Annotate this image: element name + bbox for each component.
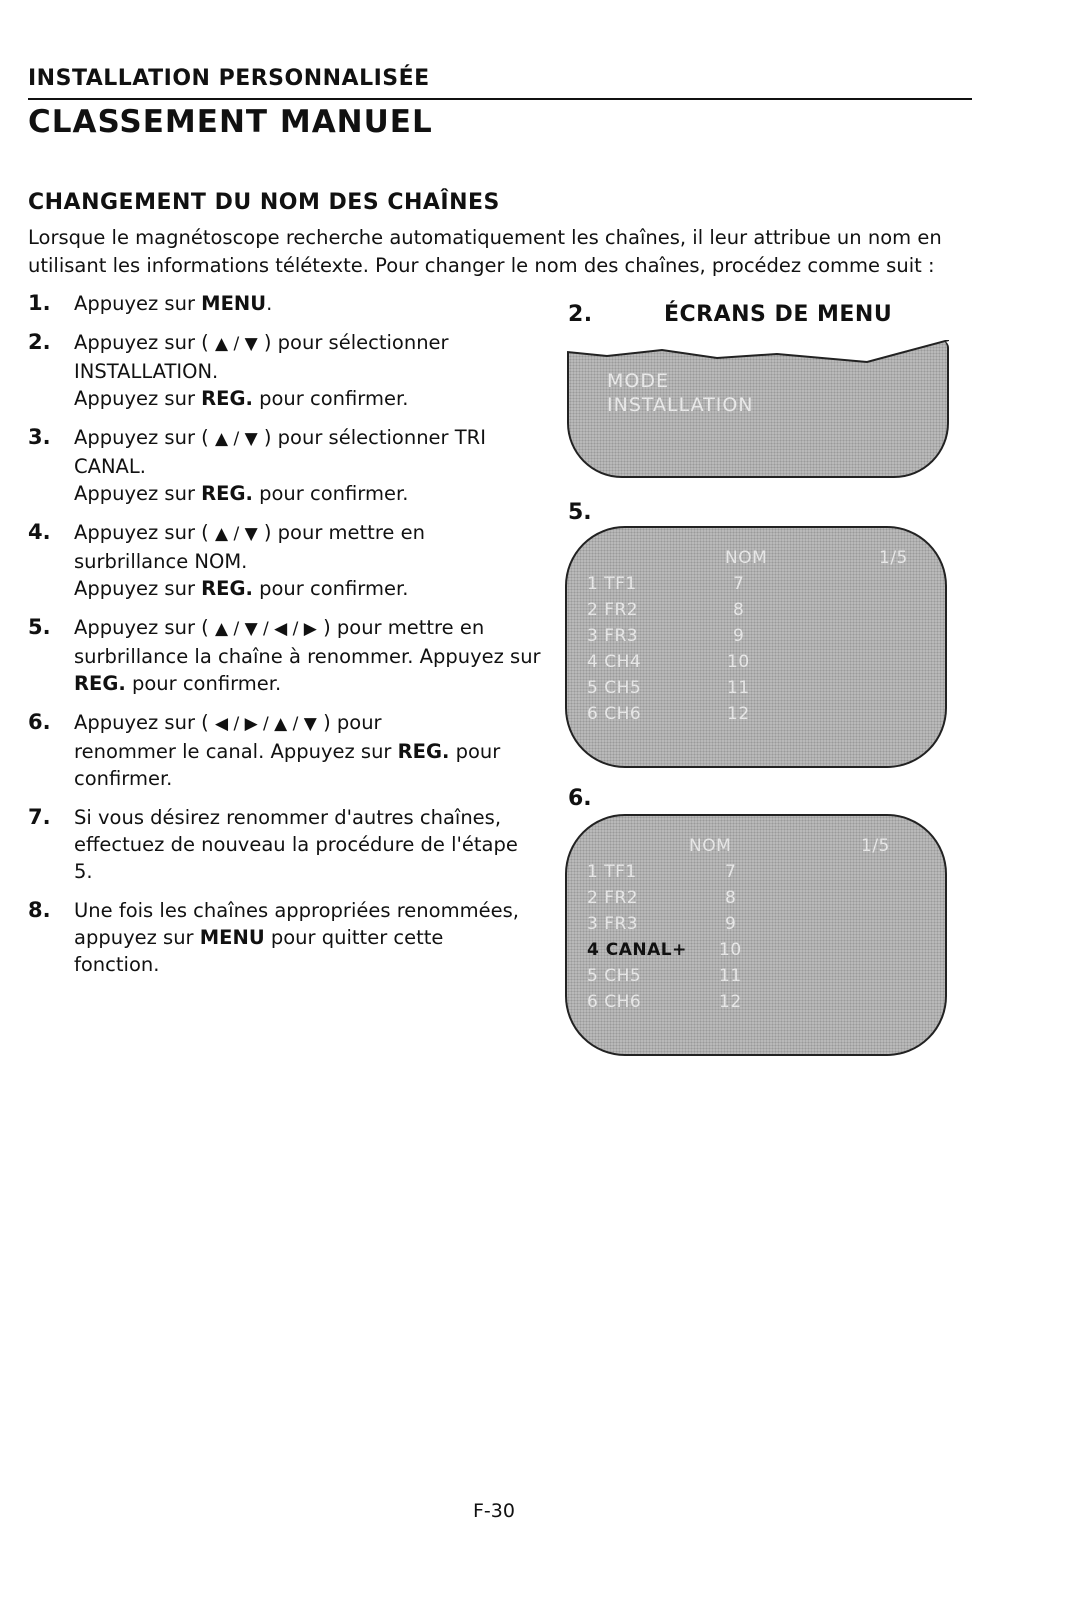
channel-number: 8 <box>725 888 737 908</box>
step-text: effectuez de nouveau la procédure de l'étape <box>74 833 518 856</box>
channel-name: 5 CH5 <box>587 966 642 986</box>
channel-name: 1 TF1 <box>587 574 637 594</box>
step-7 <box>28 804 558 885</box>
step-text: Appuyez sur <box>74 577 202 600</box>
step-text: Une fois les chaînes appropriées renommées, <box>74 899 519 922</box>
step-text: Appuyez sur ( <box>74 521 215 544</box>
screen-header: NOM <box>689 836 732 856</box>
step-text: appuyez sur <box>74 926 200 949</box>
step-text: Appuyez sur ( <box>74 426 215 449</box>
channel-number: 11 <box>719 966 742 986</box>
step-text: Appuyez sur <box>74 387 202 410</box>
screen-5-label: 5. <box>568 500 592 525</box>
screen-6-label: 6. <box>568 786 592 811</box>
step-text: ) pour sélectionner <box>257 331 449 354</box>
channel-number: 12 <box>727 704 750 724</box>
channel-name: 6 CH6 <box>587 992 642 1012</box>
step-key: REG. <box>201 482 253 505</box>
menu-item-mode: MODE <box>607 370 669 392</box>
step-number: 4. <box>28 520 51 544</box>
steps-list <box>28 290 558 990</box>
step-1 <box>28 290 558 317</box>
menu-screen <box>567 340 949 478</box>
step-4 <box>28 519 558 602</box>
step-number: 2. <box>28 330 51 354</box>
step-text: surbrillance la chaîne à renommer. Appuyez sur <box>74 645 541 668</box>
step-text: pour confirmer. <box>252 387 409 410</box>
step-number: 7. <box>28 805 51 829</box>
step-text: Appuyez sur ( <box>74 711 215 734</box>
step-text: confirmer. <box>74 767 173 790</box>
screens-title-number: 2. <box>568 302 593 327</box>
channel-number: 7 <box>733 574 745 594</box>
step-text: CANAL. <box>74 455 146 478</box>
page-title: CLASSEMENT MANUEL <box>28 104 433 140</box>
channel-name: 1 TF1 <box>587 862 637 882</box>
step-8 <box>28 897 558 978</box>
channel-number: 7 <box>725 862 737 882</box>
arrow-keys-icon: ◀ / ▶ / ▲ / ▼ <box>214 714 317 734</box>
screen-header: NOM <box>725 548 768 568</box>
channel-number: 11 <box>727 678 750 698</box>
step-text: . <box>266 292 273 315</box>
intro-line: utilisant les informations télétexte. Pour changer le nom des chaînes, procédez comme suit : <box>28 254 935 277</box>
channel-number: 8 <box>733 600 745 620</box>
step-text: fonction. <box>74 953 160 976</box>
step-text: Si vous désirez renommer d'autres chaînes, <box>74 806 502 829</box>
step-text: INSTALLATION. <box>74 360 219 383</box>
screen-page: 1/5 <box>861 836 890 856</box>
step-key: REG. <box>201 577 253 600</box>
step-text: Appuyez sur <box>74 292 202 315</box>
intro-paragraph <box>28 224 978 280</box>
step-text: ) pour mettre en <box>257 521 425 544</box>
screen-torn-edge <box>567 340 949 370</box>
step-text: ) pour <box>316 711 382 734</box>
step-text: Appuyez sur ( <box>74 616 215 639</box>
channel-name-renamed: 4 CANAL+ <box>587 940 687 960</box>
channel-name: 6 CH6 <box>587 704 642 724</box>
channel-number: 9 <box>733 626 745 646</box>
step-2 <box>28 329 558 412</box>
step-text: 5. <box>74 860 93 883</box>
step-key: MENU <box>199 926 265 949</box>
channel-name: 5 CH5 <box>587 678 642 698</box>
channel-number: 10 <box>727 652 750 672</box>
step-3 <box>28 424 558 507</box>
header-rule <box>28 98 972 100</box>
screen-page: 1/5 <box>879 548 908 568</box>
step-key: MENU <box>201 292 267 315</box>
channel-name: 3 FR3 <box>587 626 639 646</box>
arrow-keys-icon: ▲ / ▼ <box>214 429 258 449</box>
channel-number: 12 <box>719 992 742 1012</box>
step-key: REG. <box>201 387 253 410</box>
screens-title-text: ÉCRANS DE MENU <box>664 302 893 327</box>
menu-item-installation: INSTALLATION <box>607 394 754 416</box>
screen-6 <box>565 814 947 1056</box>
channel-number: 10 <box>719 940 742 960</box>
arrow-keys-icon: ▲ / ▼ <box>214 334 258 354</box>
step-text: renommer le canal. Appuyez sur <box>74 740 398 763</box>
channel-name: 2 FR2 <box>587 888 639 908</box>
step-text: pour quitter cette <box>264 926 444 949</box>
channel-name: 2 FR2 <box>587 600 639 620</box>
step-6 <box>28 709 558 792</box>
step-text: ) pour sélectionner TRI <box>257 426 486 449</box>
screen-5 <box>565 526 947 768</box>
step-key: REG. <box>74 672 126 695</box>
step-key: REG. <box>397 740 450 763</box>
step-text: pour confirmer. <box>125 672 282 695</box>
channel-name-highlighted: 4 CH4 <box>587 652 642 672</box>
channel-name: 3 FR3 <box>587 914 639 934</box>
channel-number: 9 <box>725 914 737 934</box>
step-number: 5. <box>28 615 51 639</box>
step-text: pour confirmer. <box>252 577 409 600</box>
step-text: pour <box>449 740 501 763</box>
step-5 <box>28 614 558 697</box>
step-number: 6. <box>28 710 51 734</box>
step-number: 8. <box>28 898 51 922</box>
step-text: ) pour mettre en <box>316 616 485 639</box>
arrow-keys-icon: ▲ / ▼ / ◀ / ▶ <box>214 619 317 639</box>
step-number: 1. <box>28 291 51 315</box>
step-text: Appuyez sur ( <box>74 331 215 354</box>
screens-title <box>568 302 892 327</box>
section-title: INSTALLATION PERSONNALISÉE <box>28 66 430 91</box>
step-number: 3. <box>28 425 51 449</box>
subsection-title: CHANGEMENT DU NOM DES CHAÎNES <box>28 190 500 215</box>
arrow-keys-icon: ▲ / ▼ <box>214 524 258 544</box>
step-text: surbrillance NOM. <box>74 550 248 573</box>
step-text: Appuyez sur <box>74 482 202 505</box>
intro-line: Lorsque le magnétoscope recherche automatiquement les chaînes, il leur attribue un nom en <box>28 226 942 249</box>
page-number: F-30 <box>473 1500 515 1522</box>
step-text: pour confirmer. <box>252 482 409 505</box>
